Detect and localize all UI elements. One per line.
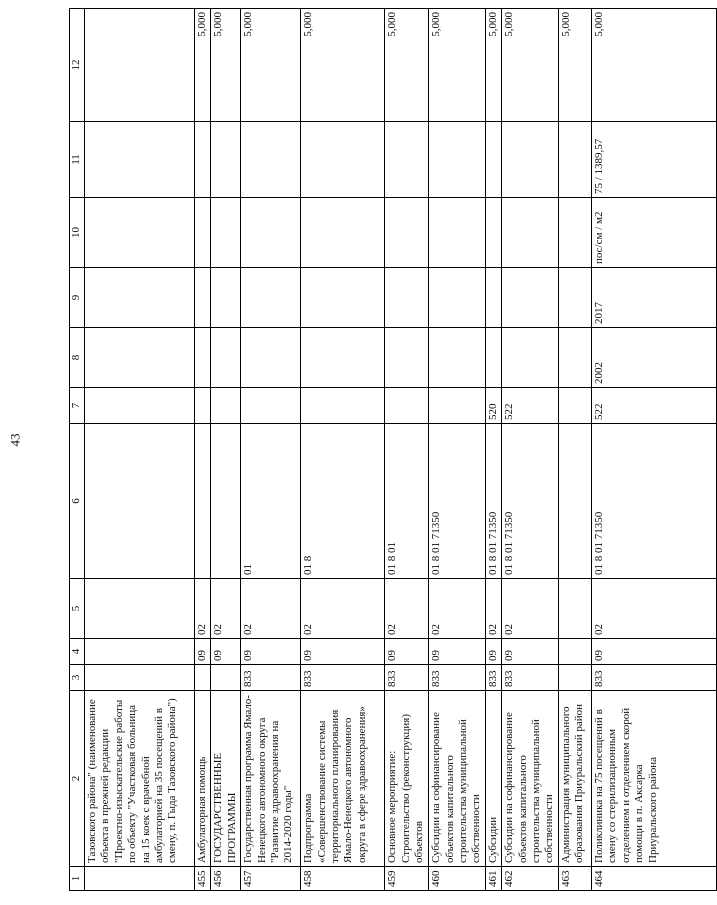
col5-subsection: 02 <box>241 579 301 639</box>
col8-start-year <box>195 328 211 388</box>
col11-capacity <box>301 122 385 198</box>
table-row <box>85 9 195 891</box>
col4-section: 09 <box>195 639 211 665</box>
col4-section: 09 <box>591 639 716 665</box>
row-name: Основное мероприятие: Строительство (реконструкция) объектов <box>385 691 429 867</box>
col6-target-article <box>211 424 241 579</box>
col9-end-year <box>85 268 195 328</box>
col3-code <box>85 665 195 691</box>
col7-expense-type <box>301 388 385 424</box>
col12-amount: 5,000 <box>502 9 559 122</box>
col4-section: 09 <box>301 639 385 665</box>
col8-start-year <box>385 328 429 388</box>
col6-target-article: 01 8 01 <box>385 424 429 579</box>
column-header-7: 7 <box>70 388 85 424</box>
row-name: Субсидии на софинансирование объектов капитального строительства муниципальной собственности <box>502 691 559 867</box>
col8-start-year <box>485 328 501 388</box>
col11-capacity <box>385 122 429 198</box>
column-header-2: 2 <box>70 691 85 867</box>
row-number: 462 <box>502 867 559 891</box>
row-name: Подпрограмма «Совершенствование системы территориального планирования Ямало-Ненецкого автономного округа в сфере здравоохранения» <box>301 691 385 867</box>
col6-target-article <box>558 424 591 579</box>
col5-subsection <box>558 579 591 639</box>
column-header-3: 3 <box>70 665 85 691</box>
col11-capacity <box>429 122 486 198</box>
col11-capacity <box>195 122 211 198</box>
row-number: 458 <box>301 867 385 891</box>
col4-section: 09 <box>211 639 241 665</box>
row-number: 456 <box>211 867 241 891</box>
col8-start-year <box>85 328 195 388</box>
col3-code: 833 <box>485 665 501 691</box>
col4-section: 09 <box>485 639 501 665</box>
col6-target-article: 01 8 01 71350 <box>502 424 559 579</box>
table-row <box>211 9 241 891</box>
row-number: 461 <box>485 867 501 891</box>
col3-code: 833 <box>502 665 559 691</box>
col5-subsection <box>85 579 195 639</box>
row-name: Поликлиника на 75 посещений в смену со стерилизационным отделением и отделением скорой помощи в п. Аксарка Приуральского района <box>591 691 716 867</box>
column-header-9: 9 <box>70 268 85 328</box>
col4-section <box>85 639 195 665</box>
col5-subsection: 02 <box>429 579 486 639</box>
col5-subsection: 02 <box>502 579 559 639</box>
col6-target-article: 01 8 01 71350 <box>591 424 716 579</box>
row-number: 464 <box>591 867 716 891</box>
row-name: Амбулаторная помощь <box>195 691 211 867</box>
col5-subsection: 02 <box>195 579 211 639</box>
col12-amount: 5,000 <box>211 9 241 122</box>
col9-end-year <box>195 268 211 328</box>
col12-amount: 5,000 <box>591 9 716 122</box>
col4-section: 09 <box>385 639 429 665</box>
col6-target-article: 01 8 01 71350 <box>429 424 486 579</box>
col11-capacity <box>502 122 559 198</box>
col9-end-year <box>429 268 486 328</box>
col4-section: 09 <box>502 639 559 665</box>
col10-unit <box>85 198 195 268</box>
table-row <box>429 9 486 891</box>
col7-expense-type <box>558 388 591 424</box>
row-name: Субсидии <box>485 691 501 867</box>
col3-code <box>558 665 591 691</box>
row-number: 457 <box>241 867 301 891</box>
col3-code: 833 <box>241 665 301 691</box>
col6-target-article: 01 8 <box>301 424 385 579</box>
table-row <box>301 9 385 891</box>
budget-table <box>69 8 717 891</box>
col12-amount: 5,000 <box>385 9 429 122</box>
col8-start-year <box>558 328 591 388</box>
col7-expense-type <box>195 388 211 424</box>
col12-amount: 5,000 <box>241 9 301 122</box>
col3-code: 833 <box>385 665 429 691</box>
col7-expense-type <box>85 388 195 424</box>
column-header-6: 6 <box>70 424 85 579</box>
col10-unit <box>502 198 559 268</box>
col7-expense-type <box>385 388 429 424</box>
col7-expense-type <box>211 388 241 424</box>
col11-capacity: 75 / 1389,57 <box>591 122 716 198</box>
col5-subsection: 02 <box>211 579 241 639</box>
column-header-4: 4 <box>70 639 85 665</box>
col8-start-year <box>502 328 559 388</box>
col7-expense-type <box>241 388 301 424</box>
col11-capacity <box>211 122 241 198</box>
col4-section: 09 <box>241 639 301 665</box>
column-header-11: 11 <box>70 122 85 198</box>
col10-unit <box>211 198 241 268</box>
col9-end-year <box>558 268 591 328</box>
col3-code <box>195 665 211 691</box>
col11-capacity <box>485 122 501 198</box>
col11-capacity <box>85 122 195 198</box>
row-number: 455 <box>195 867 211 891</box>
column-header-1: 1 <box>70 867 85 891</box>
column-number-header <box>70 9 85 891</box>
table-row <box>502 9 559 891</box>
row-number <box>85 867 195 891</box>
col4-section <box>558 639 591 665</box>
col12-amount: 5,000 <box>301 9 385 122</box>
column-header-8: 8 <box>70 328 85 388</box>
row-number: 459 <box>385 867 429 891</box>
table-row <box>558 9 591 891</box>
col8-start-year <box>241 328 301 388</box>
col5-subsection: 02 <box>591 579 716 639</box>
col11-capacity <box>558 122 591 198</box>
col10-unit <box>241 198 301 268</box>
col5-subsection: 02 <box>301 579 385 639</box>
col3-code: 833 <box>301 665 385 691</box>
col5-subsection: 02 <box>485 579 501 639</box>
col9-end-year <box>301 268 385 328</box>
col9-end-year <box>502 268 559 328</box>
col8-start-year <box>429 328 486 388</box>
col3-code <box>211 665 241 691</box>
col6-target-article: 01 <box>241 424 301 579</box>
row-number: 463 <box>558 867 591 891</box>
row-name: ГОСУДАРСТВЕННЫЕ ПРОГРАММЫ <box>211 691 241 867</box>
col3-code: 833 <box>591 665 716 691</box>
col3-code: 833 <box>429 665 486 691</box>
col7-expense-type: 520 <box>485 388 501 424</box>
col12-amount: 5,000 <box>558 9 591 122</box>
col10-unit <box>558 198 591 268</box>
col6-target-article: 01 8 01 71350 <box>485 424 501 579</box>
row-name: Государственная программа Ямало-Ненецкого автономного округа "Развитие здравоохранения на 2014-2020 годы" <box>241 691 301 867</box>
col10-unit <box>195 198 211 268</box>
column-header-12: 12 <box>70 9 85 122</box>
table-row <box>485 9 501 891</box>
col6-target-article <box>85 424 195 579</box>
col8-start-year <box>211 328 241 388</box>
row-name: Субсидии на софинансирование объектов капитального строительства муниципальной собственности <box>429 691 486 867</box>
col9-end-year <box>241 268 301 328</box>
col4-section: 09 <box>429 639 486 665</box>
col10-unit: пос/см / м2 <box>591 198 716 268</box>
table-body <box>85 9 717 891</box>
column-header-10: 10 <box>70 198 85 268</box>
rotated-table-wrapper <box>69 9 659 891</box>
col8-start-year <box>301 328 385 388</box>
col8-start-year: 2002 <box>591 328 716 388</box>
page-number: 43 <box>7 433 22 447</box>
row-name: Администрация муниципального образования Приуральский район <box>558 691 591 867</box>
col12-amount: 5,000 <box>195 9 211 122</box>
col12-amount <box>85 9 195 122</box>
col6-target-article <box>195 424 211 579</box>
col11-capacity <box>241 122 301 198</box>
col7-expense-type: 522 <box>591 388 716 424</box>
table-row <box>241 9 301 891</box>
col10-unit <box>301 198 385 268</box>
table-row <box>385 9 429 891</box>
column-header-5: 5 <box>70 579 85 639</box>
row-name: Тазовского района" (наименование объекта в прежней редакции "Проектно-изыскательские работы по объекту "Участковая больница на 15 коек с врачебной амбулаторией на 35 посещений в смену, п. Гыда Тазовского района") <box>85 691 195 867</box>
col12-amount: 5,000 <box>485 9 501 122</box>
col10-unit <box>385 198 429 268</box>
col7-expense-type <box>429 388 486 424</box>
col9-end-year <box>385 268 429 328</box>
table-row <box>591 9 716 891</box>
col9-end-year <box>211 268 241 328</box>
col12-amount: 5,000 <box>429 9 486 122</box>
col10-unit <box>429 198 486 268</box>
row-number: 460 <box>429 867 486 891</box>
col9-end-year: 2017 <box>591 268 716 328</box>
col9-end-year <box>485 268 501 328</box>
col5-subsection: 02 <box>385 579 429 639</box>
col10-unit <box>485 198 501 268</box>
col7-expense-type: 522 <box>502 388 559 424</box>
table-row <box>195 9 211 891</box>
